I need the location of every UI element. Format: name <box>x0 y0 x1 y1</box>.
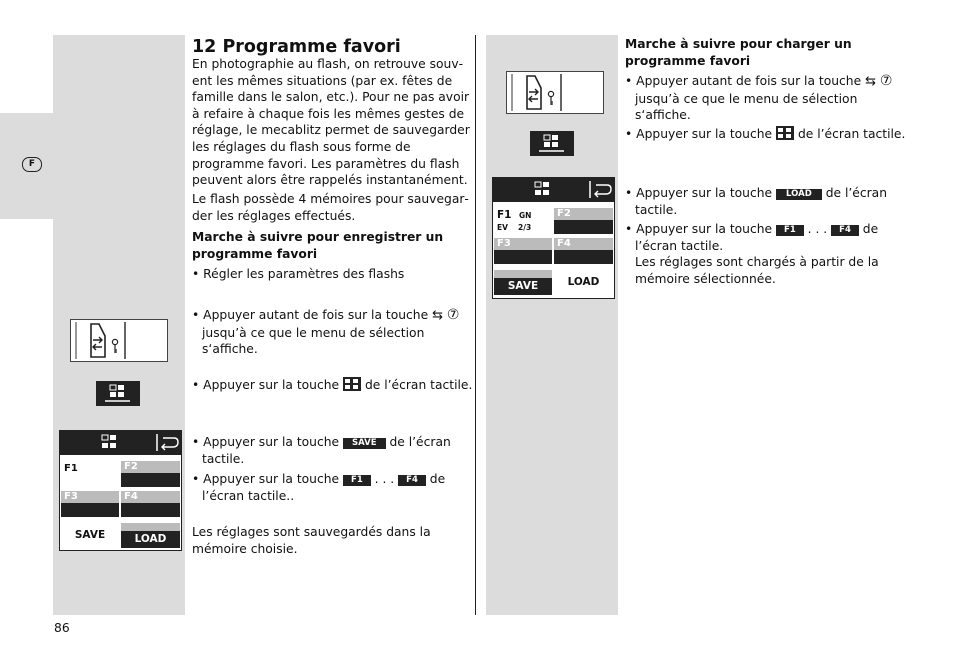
load-step-4-text-c: Les réglages sont chargés à partir de la mémoire sélectionnée. <box>635 255 879 286</box>
load-screen <box>492 177 615 299</box>
f2-cell-right[interactable] <box>554 208 613 234</box>
favorites-grid-icon <box>96 381 140 406</box>
flash-key-display <box>70 319 168 362</box>
save-step-3-text-b: de l’écran tactile. <box>364 378 473 392</box>
f1-cell-right[interactable] <box>494 208 552 234</box>
section-title: 12 Programme favori <box>192 37 401 57</box>
load-step-2-text-b: de l’écran tactile. <box>797 127 906 141</box>
save-step-4: • Appuyer sur la touche SAVE de l’écran tactile. <box>192 435 451 466</box>
load-button-right[interactable]: LOAD <box>554 270 613 295</box>
lang-badge: F <box>22 157 42 172</box>
load-step-3-text-b: de l’écran tactile. <box>635 186 888 217</box>
save-result: Les réglages sont sauvegardés dans la mémoire choisie. <box>192 525 431 556</box>
save-chip: SAVE <box>343 438 386 449</box>
favorites-key-icon-right <box>776 126 794 140</box>
key-icon-right <box>507 72 603 113</box>
f3-cell[interactable] <box>61 491 119 517</box>
save-step-2: • Appuyer autant de fois sur la touche ⇆ ⑦ jusqu’à ce que le menu de sélection s‘affiche. <box>192 307 460 357</box>
favorites-grid-icon-right <box>530 131 574 156</box>
save-step-5-text-b: de l’écran tactile.. <box>202 472 446 503</box>
save-step-2-text-b: jusqu’à ce que le menu de sélection s‘affiche. <box>202 325 425 357</box>
f2-label: F2 <box>124 461 138 472</box>
mode-switch-icon: ⇆ <box>432 308 443 323</box>
load-heading: Marche à suivre pour charger un programme favori <box>625 37 852 68</box>
load-step-4: • Appuyer sur la touche F1 . . . F4 de l’écran tactile. Les réglages sont chargés à partir de la mémoire sélectionnée. <box>625 222 879 286</box>
f3-label-right: F3 <box>497 238 511 249</box>
f4-chip-right: F4 <box>831 225 859 236</box>
favorites-button-display <box>96 381 140 406</box>
f3-label: F3 <box>64 491 78 502</box>
gn-label: GN <box>519 211 532 220</box>
load-step-3-text-a: Appuyer sur la touche <box>636 186 773 200</box>
load-chip: LOAD <box>776 189 822 200</box>
f2-cell[interactable] <box>121 461 180 487</box>
f4-label: F4 <box>124 491 138 502</box>
load-step-4-dots: . . . <box>807 222 828 236</box>
save-step-5-text-a: Appuyer sur la touche <box>203 472 340 486</box>
f4-label-right: F4 <box>557 238 571 249</box>
key-icon <box>71 320 167 361</box>
load-step-4-text-a: Appuyer sur la touche <box>636 222 773 236</box>
memories-paragraph: Le flash possède 4 mémoires pour sauvegarder les réglages effectués. <box>192 192 469 223</box>
save-button[interactable]: SAVE <box>61 523 119 548</box>
save-step-2-text-a: Appuyer autant de fois sur la touche <box>203 308 429 322</box>
f1-chip: F1 <box>343 475 371 486</box>
f3-cell-right[interactable] <box>494 238 552 264</box>
key-number-right: ⑦ <box>879 73 893 89</box>
load-button[interactable]: LOAD <box>121 523 180 548</box>
mode-switch-icon-right: ⇆ <box>865 74 876 89</box>
key-number: ⑦ <box>446 307 460 323</box>
load-step-3: • Appuyer sur la touche LOAD de l’écran tactile. <box>625 186 888 217</box>
save-step-5: • Appuyer sur la touche F1 . . . F4 de l’écran tactile.. <box>192 472 446 503</box>
f1-label: F1 <box>64 463 78 474</box>
save-screen <box>59 430 182 551</box>
save-step-1-text: Régler les paramètres des flashs <box>203 267 405 281</box>
load-step-1: • Appuyer autant de fois sur la touche ⇆ ⑦ jusqu’à ce que le menu de sélection s‘affiche. <box>625 73 893 123</box>
favorites-button-display-right <box>530 131 574 156</box>
screen-header <box>60 431 181 455</box>
page-number: 86 <box>54 621 70 635</box>
f4-chip: F4 <box>398 475 426 486</box>
right-gray-band <box>486 35 618 615</box>
save-button-right[interactable]: SAVE <box>494 270 552 295</box>
screen-header-right <box>493 178 614 202</box>
save-step-3: • Appuyer sur la touche de l’écran tactile. <box>192 378 473 392</box>
load-step-1-text-b: jusqu’à ce que le menu de sélection s‘affiche. <box>635 91 858 123</box>
f4-cell-right[interactable] <box>554 238 613 264</box>
save-step-1: • Régler les paramètres des flashs <box>192 267 405 281</box>
load-step-1-text-a: Appuyer autant de fois sur la touche <box>636 74 862 88</box>
save-step-4-text-a: Appuyer sur la touche <box>203 435 340 449</box>
intro-paragraph: En photographie au flash, on retrouve souvent les mêmes situations (par ex. fêtes de famille dans le salon, etc.). Pour ne pas avoir à refaire à chaque fois les mêmes gestes de réglage, le mecablitz permet de sauvegarder les réglages du flash sous forme de programme favori. Les paramètres du flash peuvent alors être rappelés instantanément. <box>192 57 470 188</box>
save-step-3-text-a: Appuyer sur la touche <box>203 378 340 392</box>
load-step-2: • Appuyer sur la touche de l’écran tactile. <box>625 127 906 141</box>
header-icons <box>60 431 181 455</box>
ev-value: 2/3 <box>518 223 532 232</box>
f1-label-right: F1 <box>497 209 512 221</box>
f2-label-right: F2 <box>557 208 571 219</box>
f4-cell[interactable] <box>121 491 180 517</box>
save-step-5-dots: . . . <box>374 472 395 486</box>
favorites-key-icon <box>343 377 361 391</box>
save-step-4-text-b: de l’écran tactile. <box>202 435 451 466</box>
load-step-2-text-a: Appuyer sur la touche <box>636 127 773 141</box>
ev-label: EV <box>497 223 508 232</box>
header-icons-right <box>493 178 614 202</box>
f1-chip-right: F1 <box>776 225 804 236</box>
flash-key-display-right <box>506 71 604 114</box>
f1-cell[interactable] <box>61 461 119 487</box>
load-step-4-text-b: de l’écran tactile. <box>635 222 879 253</box>
save-heading: Marche à suivre pour enregistrer un programme favori <box>192 230 444 261</box>
